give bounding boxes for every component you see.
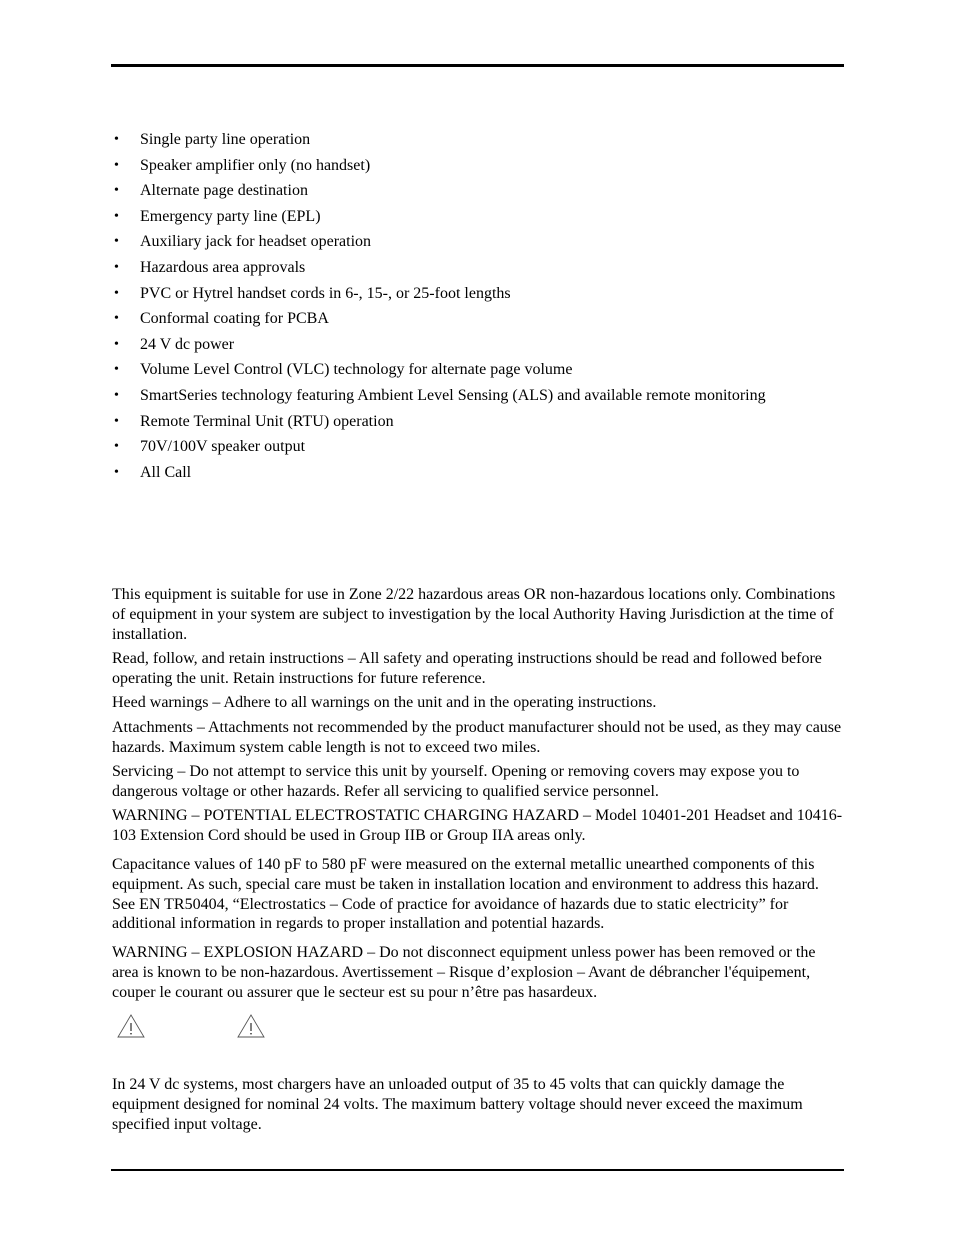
bullet-icon: •	[114, 362, 119, 378]
safety-read-paragraph: Read, follow, and retain instructions – All safety and operating instructions should be read and followed before operating the unit. Retain instructions for future reference.	[112, 650, 822, 687]
list-item: • 24 V dc power	[114, 335, 235, 353]
list-item: • Speaker amplifier only (no handset)	[114, 156, 371, 174]
bullet-icon: •	[114, 183, 119, 199]
list-item: • Remote Terminal Unit (RTU) operation	[114, 412, 394, 430]
list-item: • Hazardous area approvals	[114, 258, 306, 276]
battery-caution-paragraph: In 24 V dc systems, most chargers have an unloaded output of 35 to 45 volts that can quickly damage the equipment designed for nominal 24 volts. The maximum battery voltage should never exceed the maximum specified input voltage.	[112, 1076, 803, 1133]
capacitance-paragraph: Capacitance values of 140 pF to 580 pF were measured on the external metallic unearthed components of this equipment. As such, special care must be taken in installation location and environment to address this hazard. See EN TR50404, “Electrostatics – Code of practice for avoidance of hazards due to static electricity” for additional information in regards to proper installation and potential hazards.	[112, 856, 819, 933]
bullet-icon: •	[114, 208, 119, 224]
safety-zone-paragraph: This equipment is suitable for use in Zone 2/22 hazardous areas OR non-hazardous locations only. Combinations of equipment in your system are subject to investigation by the local Authority Having Jurisdiction at the time of installation.	[112, 586, 836, 643]
safety-heed-paragraph: Heed warnings – Adhere to all warnings on the unit and in the operating instructions.	[112, 694, 657, 711]
list-item: • Volume Level Control (VLC) technology for alternate page volume	[114, 361, 573, 379]
safety-attachments-paragraph: Attachments – Attachments not recommended by the product manufacturer should not be used, as they may cause hazards. Maximum system cable length is not to exceed two miles.	[112, 719, 842, 756]
bullet-icon: •	[114, 234, 119, 250]
bullet-icon: •	[114, 387, 119, 403]
list-item: • Alternate page destination	[114, 182, 308, 200]
bullet-icon: •	[114, 157, 119, 173]
footer-rule	[111, 1169, 844, 1171]
bullet-icon: •	[114, 311, 119, 327]
list-item: • Auxiliary jack for headset operation	[114, 233, 372, 251]
bullet-icon: •	[114, 336, 119, 352]
bullet-icon: •	[114, 132, 119, 147]
safety-servicing-paragraph: Servicing – Do not attempt to service this unit by yourself. Opening or removing covers may expose you to dangerous voltage or other hazards. Refer all servicing to qualified service personnel.	[112, 763, 800, 800]
feature-list	[0, 130, 954, 488]
warning-triangle-icon	[117, 1014, 145, 1038]
list-item: • SmartSeries technology featuring Ambient Level Sensing (ALS) and available remote monitoring	[114, 386, 766, 404]
list-item: • PVC or Hytrel handset cords in 6-, 15-, or 25-foot lengths	[114, 284, 511, 302]
warning-triangle-icon	[237, 1014, 265, 1038]
list-item: • Emergency party line (EPL)	[114, 207, 321, 225]
bullet-icon: •	[114, 464, 119, 480]
bullet-icon: •	[114, 413, 119, 429]
explosion-warning-paragraph: WARNING – EXPLOSION HAZARD – Do not disconnect equipment unless power has been removed or the area is known to be non-hazardous. Avertissement – Risque d’explosion – Avant de débrancher l'équipement, couper le courant ou assurer que le secteur est su pour n’être pas hasardeux.	[112, 944, 816, 1001]
bullet-icon: •	[114, 259, 119, 275]
list-item: • Single party line operation	[114, 131, 311, 148]
bullet-icon: •	[114, 285, 119, 301]
list-item: • Conformal coating for PCBA	[114, 310, 329, 328]
electrostatic-warning-paragraph: WARNING – POTENTIAL ELECTROSTATIC CHARGING HAZARD – Model 10401-201 Headset and 10416-103 Extension Cord should be used in Group IIB or Group IIA areas only.	[112, 807, 843, 844]
list-item: • All Call	[114, 463, 192, 481]
list-item: • 70V/100V speaker output	[114, 438, 306, 456]
header-rule	[111, 64, 844, 67]
bullet-icon: •	[114, 439, 119, 455]
